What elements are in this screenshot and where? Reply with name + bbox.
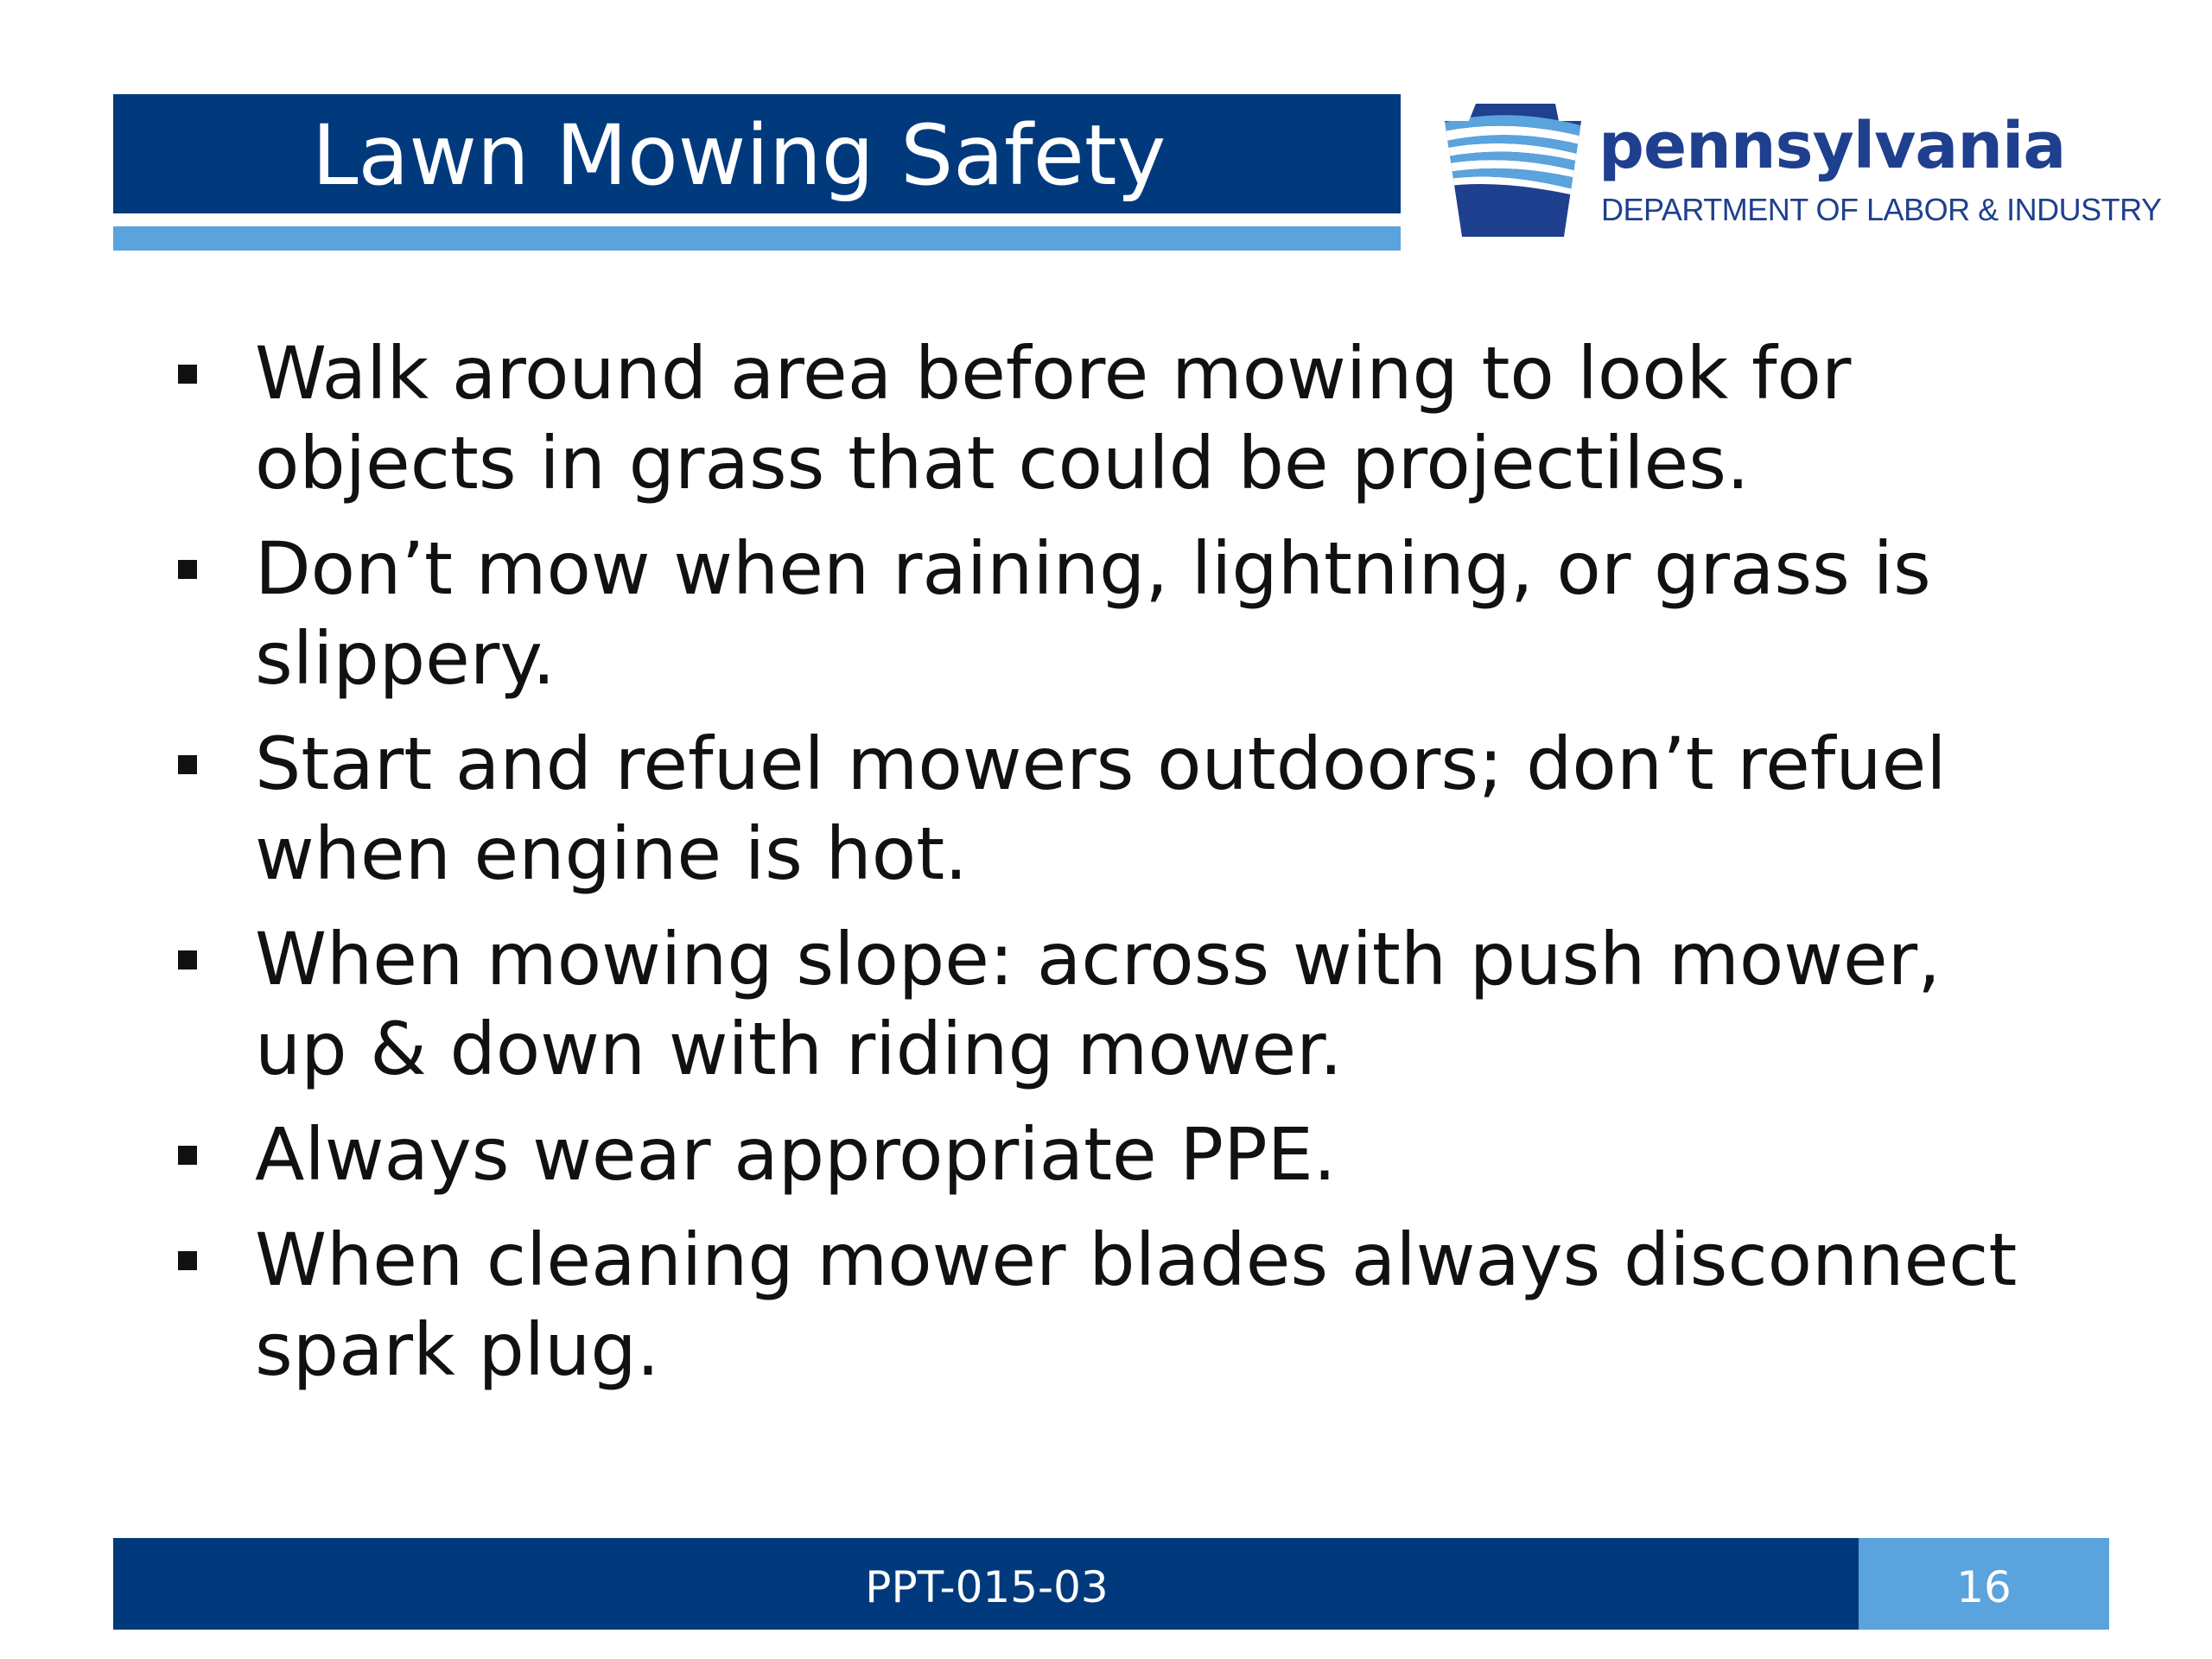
square-bullet-icon (178, 365, 197, 384)
bullet-line: spark plug. (255, 1307, 660, 1392)
bullet-list (164, 328, 2100, 1410)
footer-code: PPT-015-03 (865, 1562, 1109, 1612)
bullet-line: up & down with riding mower. (255, 1007, 1343, 1091)
list-item (164, 524, 2100, 703)
slide-title: Lawn Mowing Safety (312, 107, 1166, 204)
page-number: 16 (1859, 1538, 2109, 1630)
square-bullet-icon (178, 755, 197, 774)
bullet-line: Start and refuel mowers outdoors; don’t refuel (255, 721, 1947, 806)
list-item (164, 1109, 2100, 1199)
list-item (164, 719, 2100, 899)
bullet-line: Walk around area before mowing to look for (255, 331, 1852, 416)
title-underline (113, 226, 1401, 251)
bullet-line: objects in grass that could be projectiles. (255, 421, 1750, 505)
bullet-line: when engine is hot. (255, 811, 968, 896)
square-bullet-icon (178, 1251, 197, 1270)
bullet-line: slippery. (255, 616, 556, 701)
title-bar (113, 94, 1401, 213)
bullet-line: Always wear appropriate PPE. (255, 1112, 1337, 1197)
logo-wordmark: pennsylvania (1599, 109, 2066, 183)
square-bullet-icon (178, 1146, 197, 1165)
keystone-icon (1443, 97, 1590, 244)
logo-subtitle: DEPARTMENT OF LABOR & INDUSTRY (1601, 192, 2162, 227)
pa-labor-industry-logo (1443, 97, 2162, 244)
bullet-line: When cleaning mower blades always disconnect (255, 1217, 2018, 1302)
list-item (164, 1215, 2100, 1395)
square-bullet-icon (178, 560, 197, 579)
list-item (164, 914, 2100, 1094)
list-item (164, 328, 2100, 508)
footer-bar (113, 1538, 2109, 1630)
bullet-line: When mowing slope: across with push mower, (255, 917, 1941, 1001)
square-bullet-icon (178, 950, 197, 969)
bullet-line: Don’t mow when raining, lightning, or grass is (255, 526, 1931, 611)
